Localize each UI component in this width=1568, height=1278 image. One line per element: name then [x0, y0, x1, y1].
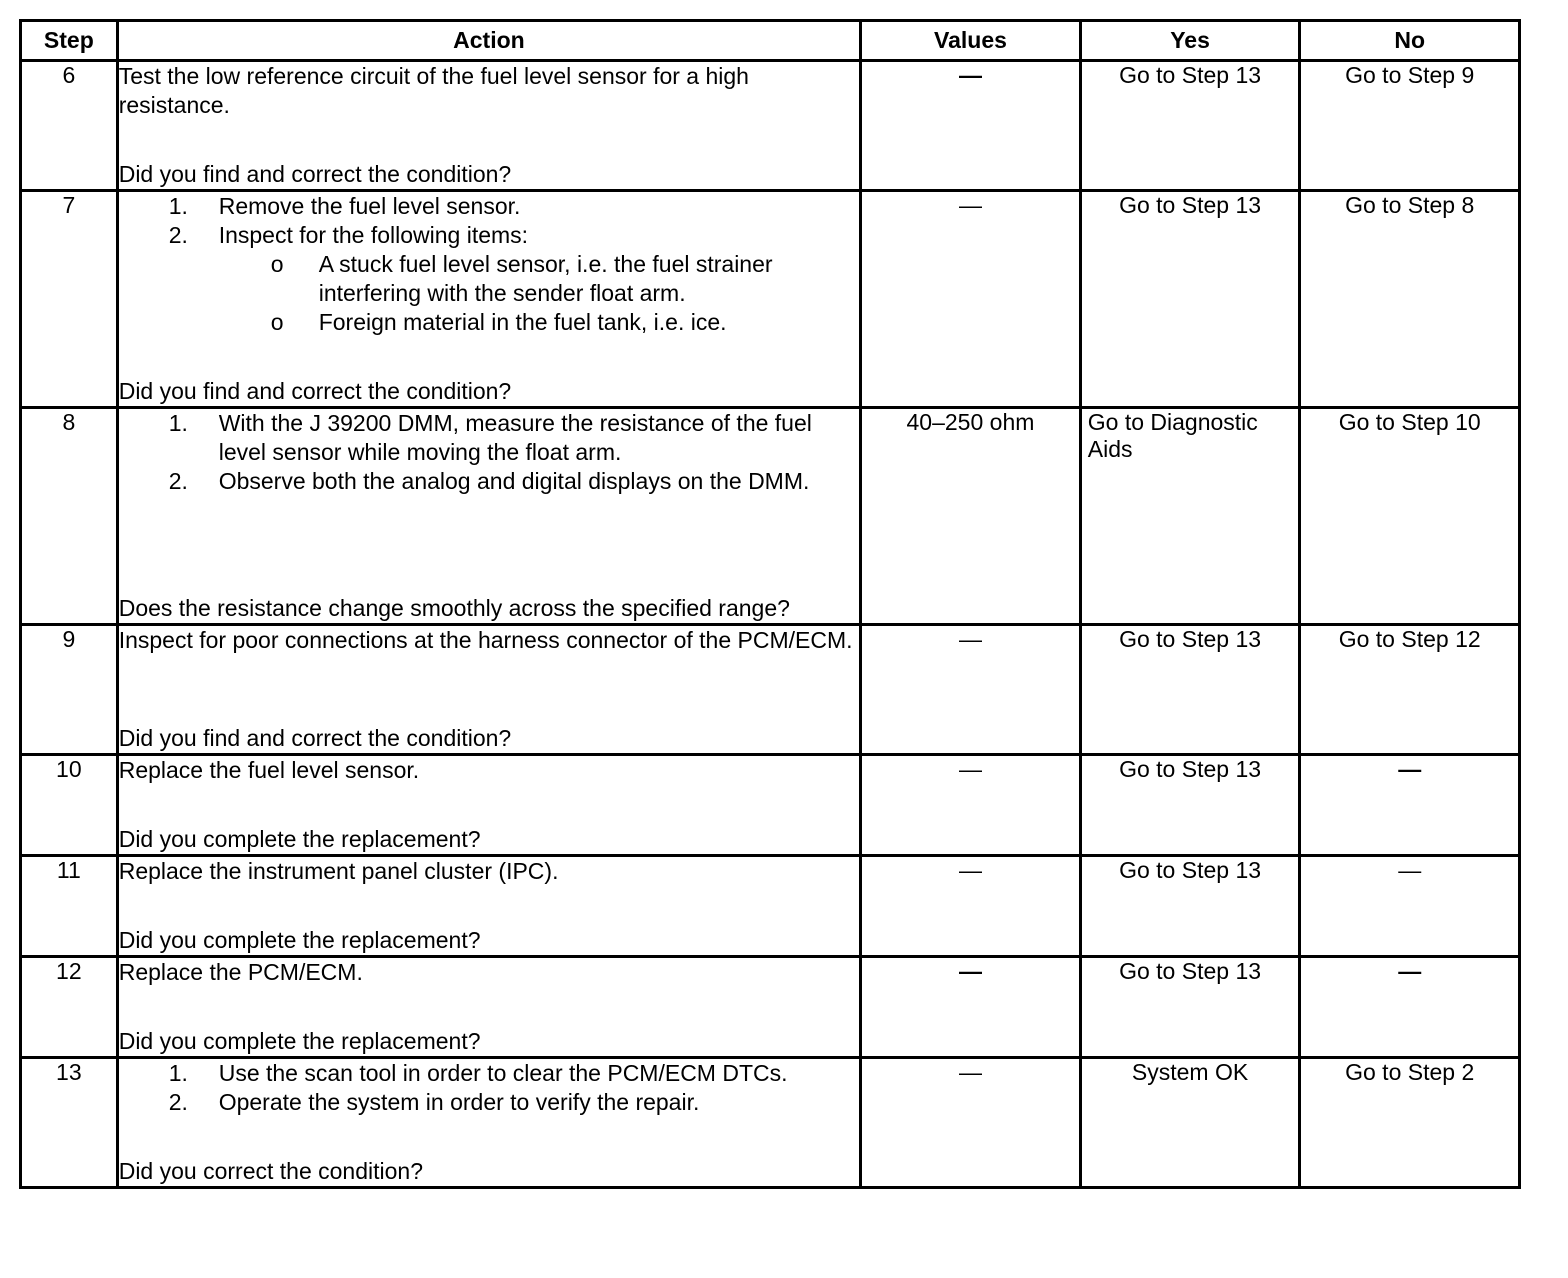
no-cell [1300, 957, 1520, 1058]
action-text: Replace the fuel level sensor. [118, 757, 420, 783]
header-row [21, 21, 1520, 61]
action-cell [117, 408, 860, 625]
step-number: 7 [21, 191, 118, 408]
yes-cell: Go to Step 13 [1080, 61, 1300, 191]
header-no: No [1300, 21, 1520, 61]
sub-list-item [219, 308, 859, 337]
table-row [21, 61, 1520, 191]
numbered-list [119, 409, 859, 496]
diagnostic-table [19, 19, 1521, 1189]
action-question: Did you correct the condition? [118, 1158, 423, 1184]
no-cell: Go to Step 9 [1300, 61, 1520, 191]
list-text: Inspect for the following items: [218, 222, 529, 248]
sub-list-text: A stuck fuel level sensor, i.e. the fuel strainer interfering with the sender float arm. [318, 251, 773, 306]
action-text: Test the low reference circuit of the fuel level sensor for a high resistance. [118, 63, 749, 118]
table-row [21, 408, 1520, 625]
action-cell [117, 957, 860, 1058]
list-item [119, 1059, 859, 1088]
table-row [21, 625, 1520, 755]
yes-cell: Go to Step 13 [1080, 191, 1300, 408]
values-cell: 40–250 ohm [861, 408, 1081, 625]
step-number: 10 [21, 755, 118, 856]
values-dash: — [958, 756, 982, 782]
list-number: 1. [168, 410, 188, 436]
step-number: 11 [21, 856, 118, 957]
action-cell [117, 61, 860, 191]
values-dash: — [958, 626, 982, 652]
header-step: Step [21, 21, 118, 61]
values-cell [861, 856, 1081, 957]
values-dash: — [958, 857, 982, 883]
list-text: Operate the system in order to verify the repair. [218, 1089, 700, 1115]
sub-list-text: Foreign material in the fuel tank, i.e. ice. [318, 309, 727, 335]
step-number: 9 [21, 625, 118, 755]
step-number: 13 [21, 1058, 118, 1188]
values-dash: — [958, 192, 982, 218]
list-number: 1. [168, 1060, 188, 1086]
table-row [21, 1058, 1520, 1188]
list-item [119, 192, 859, 221]
yes-cell: Go to Diagnostic Aids [1080, 408, 1300, 625]
step-number: 6 [21, 61, 118, 191]
list-item [119, 409, 859, 467]
header-action: Action [117, 21, 860, 61]
yes-cell: Go to Step 13 [1080, 625, 1300, 755]
action-question: Did you complete the replacement? [118, 927, 481, 953]
action-cell [117, 625, 860, 755]
list-number: 2. [168, 468, 188, 494]
no-dash: — [1398, 756, 1422, 782]
action-text: Replace the PCM/ECM. [118, 959, 363, 985]
values-cell [861, 1058, 1081, 1188]
no-cell: Go to Step 10 [1300, 408, 1520, 625]
action-question: Did you complete the replacement? [118, 826, 481, 852]
no-cell [1300, 856, 1520, 957]
yes-cell: Go to Step 13 [1080, 856, 1300, 957]
action-text: Replace the instrument panel cluster (IPC). [118, 858, 559, 884]
yes-cell: Go to Step 13 [1080, 957, 1300, 1058]
values-dash: — [958, 958, 982, 984]
values-cell [861, 957, 1081, 1058]
action-question: Does the resistance change smoothly across the specified range? [118, 595, 790, 621]
action-steps [119, 192, 859, 337]
action-text: Inspect for poor connections at the harness connector of the PCM/ECM. [118, 627, 853, 653]
no-cell: Go to Step 8 [1300, 191, 1520, 408]
yes-cell: Go to Step 13 [1080, 755, 1300, 856]
action-cell [117, 1058, 860, 1188]
list-item [119, 1088, 859, 1117]
list-text: With the J 39200 DMM, measure the resistance of the fuel level sensor while moving the float arm. [218, 410, 812, 465]
action-cell [117, 191, 860, 408]
action-question: Did you find and correct the condition? [118, 725, 512, 751]
no-cell [1300, 755, 1520, 856]
values-cell [861, 755, 1081, 856]
action-cell [117, 755, 860, 856]
values-dash: — [958, 1059, 982, 1085]
values-cell [861, 191, 1081, 408]
action-cell [117, 856, 860, 957]
action-question: Did you complete the replacement? [118, 1028, 481, 1054]
bullet: o [270, 309, 284, 335]
sub-list [219, 250, 859, 337]
list-item [119, 467, 859, 496]
table-row [21, 755, 1520, 856]
no-dash: — [1398, 857, 1422, 883]
table-row [21, 856, 1520, 957]
no-cell: Go to Step 2 [1300, 1058, 1520, 1188]
numbered-list [119, 192, 859, 337]
bullet: o [270, 251, 284, 277]
step-number: 12 [21, 957, 118, 1058]
list-item [119, 221, 859, 337]
header-values: Values [861, 21, 1081, 61]
values-cell [861, 61, 1081, 191]
list-text: Observe both the analog and digital displays on the DMM. [218, 468, 810, 494]
values-dash: — [958, 62, 982, 88]
yes-cell: System OK [1080, 1058, 1300, 1188]
values-cell [861, 625, 1081, 755]
numbered-list [119, 1059, 859, 1117]
action-question: Did you find and correct the condition? [118, 161, 512, 187]
step-number: 8 [21, 408, 118, 625]
list-number: 2. [168, 1089, 188, 1115]
list-text: Remove the fuel level sensor. [218, 193, 521, 219]
table-row [21, 957, 1520, 1058]
no-dash: — [1398, 958, 1422, 984]
list-number: 2. [168, 222, 188, 248]
table-row [21, 191, 1520, 408]
list-text: Use the scan tool in order to clear the PCM/ECM DTCs. [218, 1060, 788, 1086]
action-question: Did you find and correct the condition? [118, 378, 512, 404]
sub-list-item [219, 250, 859, 308]
no-cell: Go to Step 12 [1300, 625, 1520, 755]
header-yes: Yes [1080, 21, 1300, 61]
list-number: 1. [168, 193, 188, 219]
table-header [21, 21, 1520, 61]
